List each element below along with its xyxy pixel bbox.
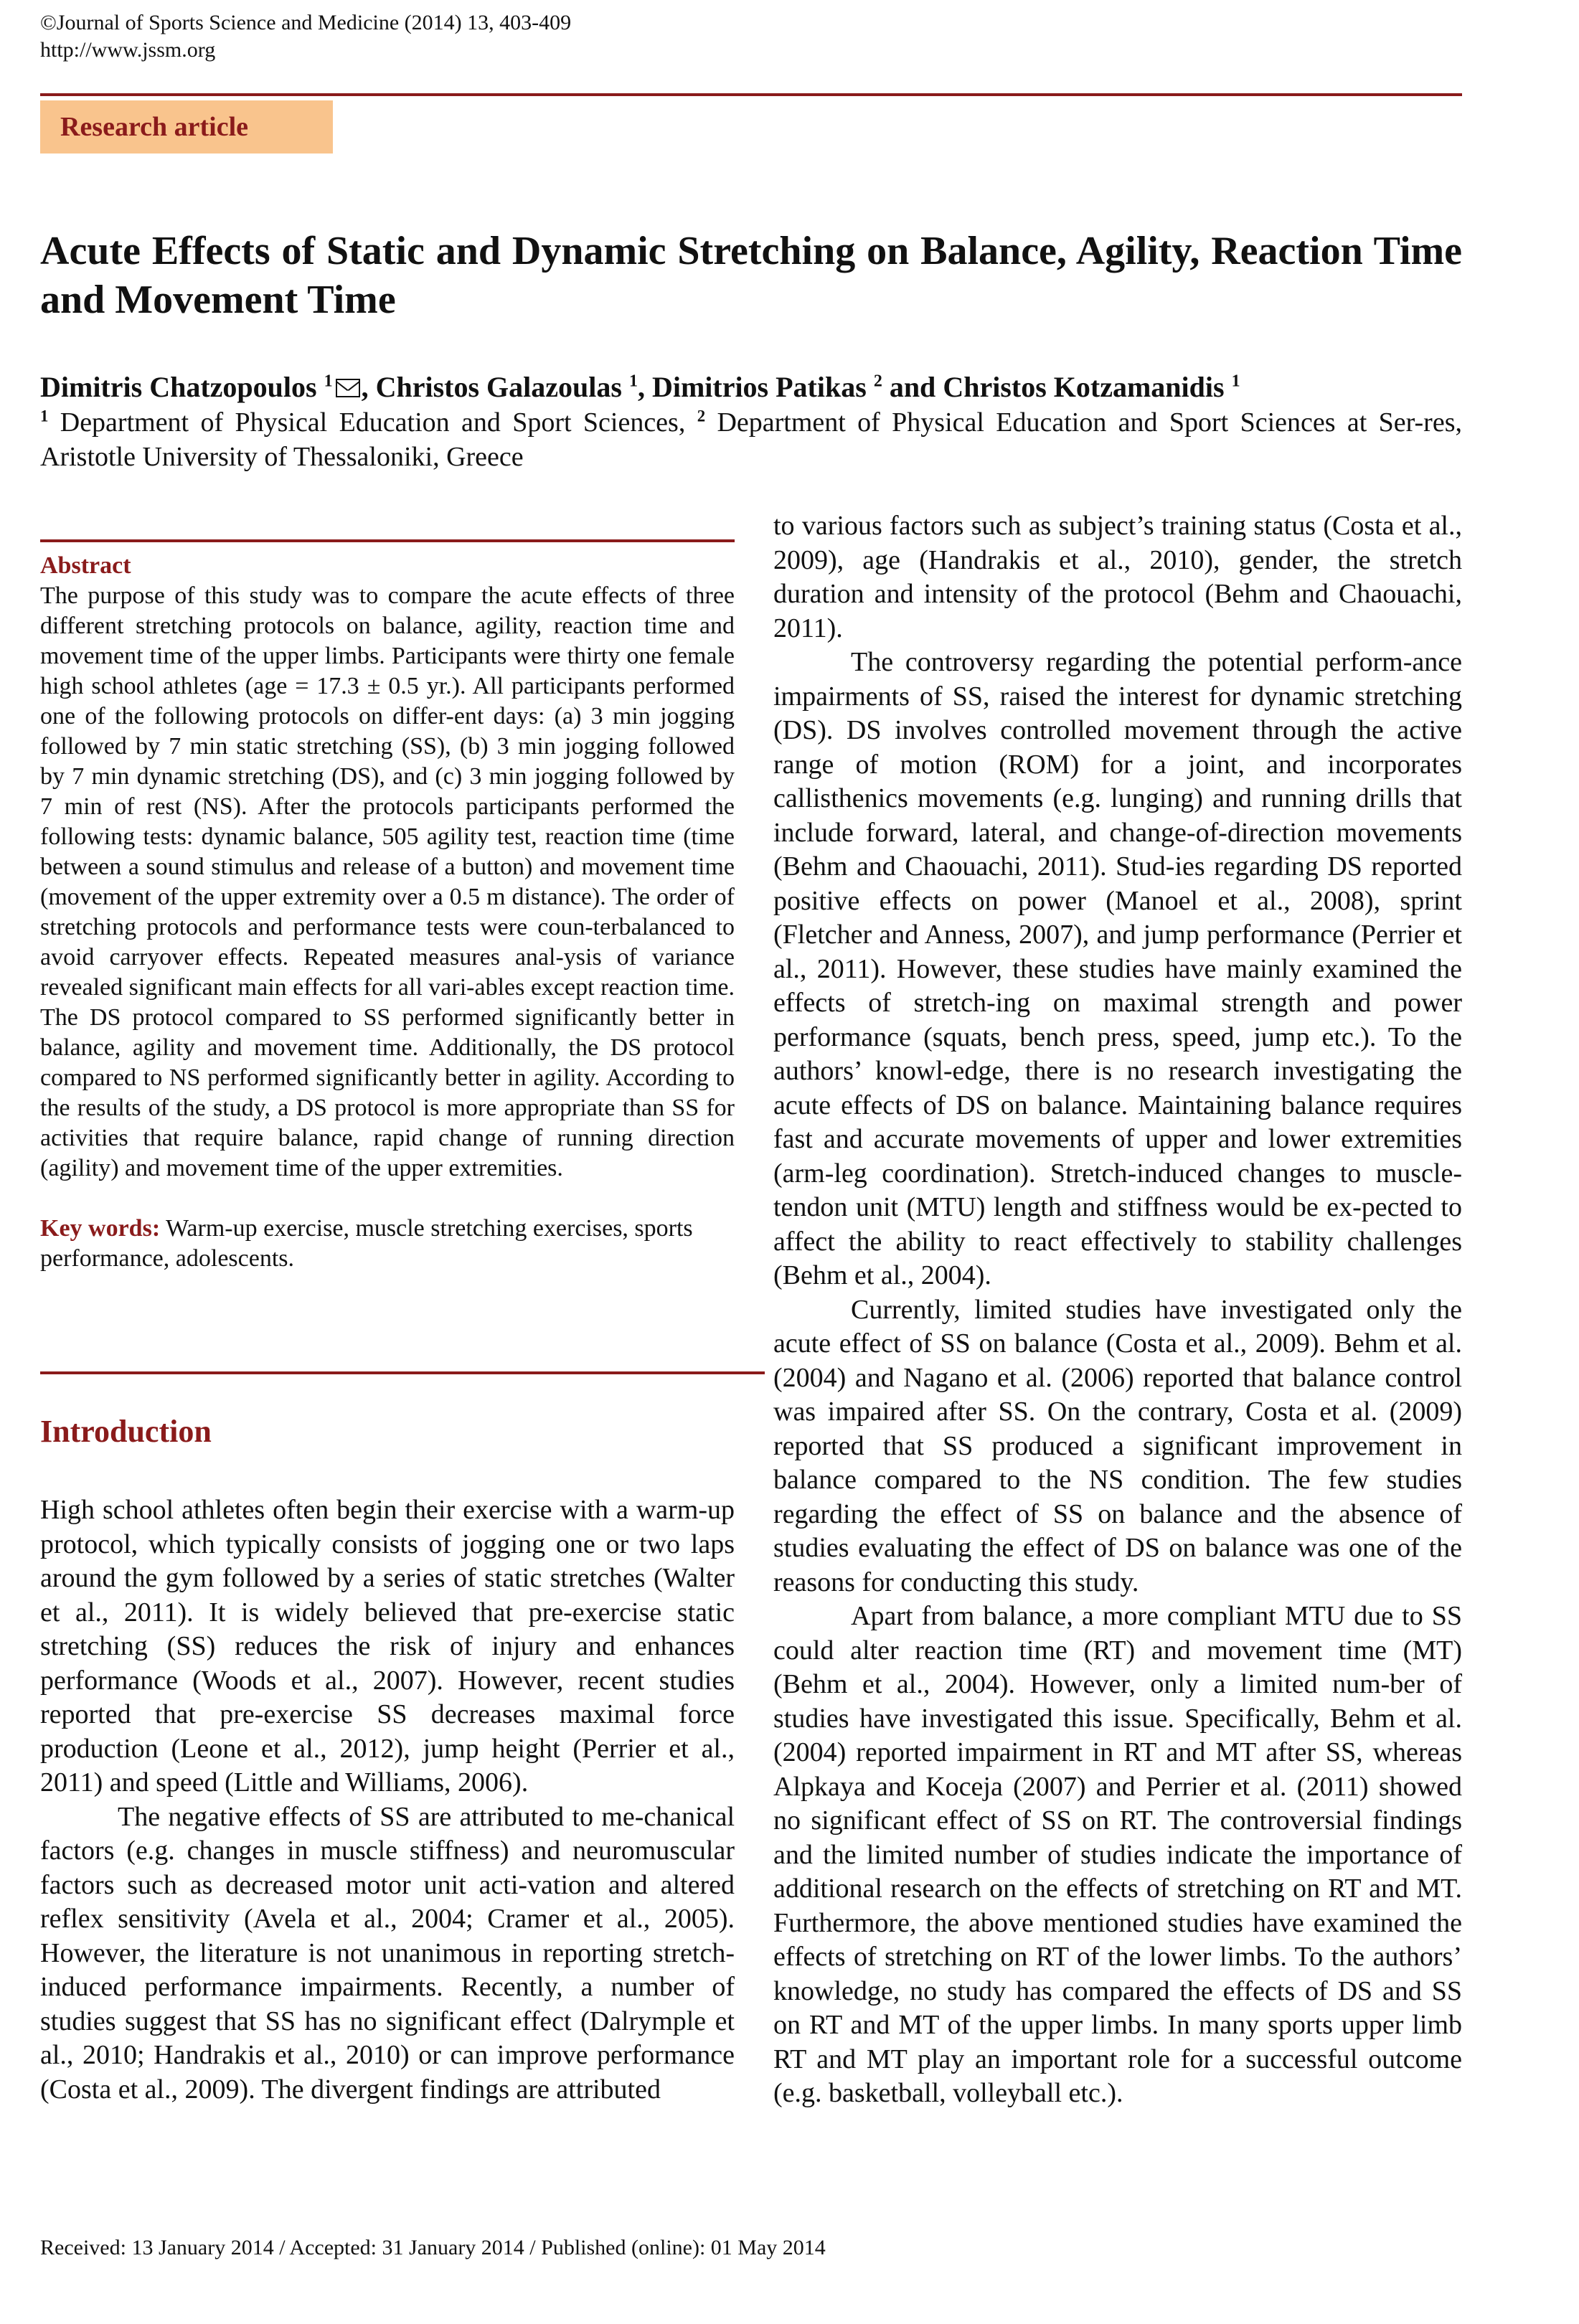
author-name: Christos Kotzamanidis — [943, 371, 1225, 403]
author-affiliation-sup: 1 — [324, 372, 333, 391]
paragraph: The negative effects of SS are attributed to me-chanical factors (e.g. changes in muscle stiffness) and neuromuscular factors such as decreased motor unit acti-vation and altered reflex sensitivity (Avela et al., 2004; Cramer et al., 2005). However, the literature is not unanimous in reporting stretch-induced performance impairments. Recently, a number of studies suggest that SS has no significant effect (Dalrymple et al., 2010; Handrakis et al., 2010) or can improve performance (Costa et al., 2009). The divergent findings are attributed — [40, 1801, 735, 2105]
author-separator: and — [882, 371, 943, 403]
introduction-right-column — [773, 509, 1462, 2111]
author-affiliation-sup: 2 — [873, 372, 882, 391]
keywords-text: Warm-up exercise, muscle stretching exercises, sports performance, adolescents. — [40, 1215, 693, 1272]
author-separator: , — [361, 371, 376, 403]
abstract-block — [40, 551, 735, 1274]
affiliation-text: Department of Physical Education and Sport Sciences at Ser-res, Aristotle University of Thessaloniki, Greece — [40, 407, 1462, 472]
publication-dates: Received: 13 January 2014 / Accepted: 31 January 2014 / Published (online): 01 May 2014 — [40, 2236, 826, 2259]
journal-url[interactable]: http://www.jssm.org — [40, 38, 216, 62]
abstract-top-rule — [40, 539, 735, 542]
affiliation-text: Department of Physical Education and Sport Sciences, — [48, 407, 697, 438]
author-list — [40, 369, 1462, 405]
affiliation-sup: 2 — [697, 407, 706, 425]
author-affiliation-sup: 1 — [628, 372, 638, 391]
paragraph: High school athletes often begin their exercise with a warm-up protocol, which typically consists of jogging one or two laps around the gym followed by a series of static stretches (Walter et al., 2011). It is widely believed that pre-exercise static stretching (SS) reduces the risk of injury and enhances performance (Woods et al., 2007). However, recent studies reported that pre-exercise SS decreases maximal force production (Leone et al., 2012), jump height (Perrier et al., 2011) and speed (Little and Williams, 2006). — [40, 1495, 735, 1798]
paragraph: to various factors such as subject’s training status (Costa et al., 2009), age (Handrakis et al., 2010), gender, the stretch duration and intensity of the protocol (Behm and Chaouachi, 2011). — [773, 511, 1462, 643]
abstract-heading: Abstract — [40, 552, 131, 579]
keywords-label: Key words: — [40, 1215, 161, 1242]
paragraph: The controversy regarding the potential perform-ance impairments of SS, raised the interest for dynamic stretching (DS). DS involves controlled movement through the active range of motion (ROM) for a joint, and incorporates callisthenics movements (e.g. lunging) and running drills that include forward, lateral, and change-of-direction movements (Behm and Chaouachi, 2011). Stud-ies regarding DS reported positive effects on power (Manoel et al., 2008), sprint (Fletcher and Anness, 2007), and jump performance (Perrier et al., 2011). However, these studies have mainly examined the effects of stretch-ing on maximal strength and power performance (squats, bench press, speed, jump etc.). To the authors’ knowl-edge, there is no research investigating the acute effects of DS on balance. Maintaining balance requires fast and accurate movements of upper and lower extremities (arm-leg coordination). Stretch-induced changes to muscle-tendon unit (MTU) length and stiffness would be ex-pected to affect the ability to react effectively to stability challenges (Behm et al., 2004). — [773, 647, 1462, 1290]
header-divider — [40, 93, 1462, 96]
abstract-bottom-rule — [40, 1371, 765, 1374]
paragraph: Apart from balance, a more compliant MTU due to SS could alter reaction time (RT) and movement time (MT) (Behm et al., 2004). However, only a limited num-ber of studies have investigated this issue. Specifically, Behm et al. (2004) reported impairment in RT and MT after SS, whereas Alpkaya and Koceja (2007) and Perrier et al. (2011) showed no significant effect of SS on RT. The controversial findings and the limited number of studies indicate the importance of additional research on the effects of stretching on RT and MT. Furthermore, the above mentioned studies have examined the effects of stretching on RT of the lower limbs. To the authors’ knowledge, no study has compared the effects of DS and SS on RT and MT of the upper limbs. In many sports upper limb RT and MT play an important role for a successful outcome (e.g. basketball, volleyball etc.). — [773, 1601, 1462, 2108]
introduction-left-column — [40, 1493, 735, 2107]
affiliation-sup: 1 — [40, 407, 49, 425]
affiliations — [40, 405, 1462, 474]
author-affiliation-sup: 1 — [1231, 372, 1240, 391]
keywords — [40, 1214, 735, 1274]
author-name: Christos Galazoulas — [375, 371, 622, 403]
envelope-icon[interactable] — [336, 379, 360, 397]
article-title: Acute Effects of Static and Dynamic Stretching on Balance, Agility, Reaction Time and Movement Time — [40, 229, 1462, 322]
abstract-text: The purpose of this study was to compare the acute effects of three different stretching protocols on balance, agility, reaction time and movement time of the upper limbs. Participants were thirty one female high school athletes (age = 17.3 ± 0.5 yr.). All participants performed one of the following protocols on differ-ent days: (a) 3 min jogging followed by 7 min static stretching (SS), (b) 3 min jogging followed by 7 min dynamic stretching (DS), and (c) 3 min jogging followed by 7 min of rest (NS). After the protocols participants performed the following tests: dynamic balance, 505 agility test, reaction time (time between a sound stimulus and release of a button) and movement time (movement of the upper extremity over a 0.5 m distance). The order of stretching protocols and performance tests were coun-terbalanced to avoid carryover effects. Repeated measures anal-ysis of variance revealed significant main effects for all vari-ables except reaction time. The DS protocol compared to SS performed significantly better in balance, agility and movement time. Additionally, the DS protocol compared to NS performed significantly better in agility. According to the results of the study, a DS protocol is more appropriate than SS for activities that require balance, rapid change of running direction (agility) and movement time of the upper extremities. — [40, 582, 735, 1181]
introduction-heading: Introduction — [40, 1414, 212, 1449]
author-name: Dimitrios Patikas — [651, 371, 867, 403]
author-name: Dimitris Chatzopoulos — [40, 371, 317, 403]
author-separator: , — [637, 371, 652, 403]
paragraph: Currently, limited studies have investigated only the acute effect of SS on balance (Costa et al., 2009). Behm et al. (2004) and Nagano et al. (2006) reported that balance control was impaired after SS. On the contrary, Costa et al. (2009) reported that SS produced a significant improvement in balance compared to the NS condition. The few studies regarding the effect of SS on balance and the absence of studies evaluating the effect of DS on balance was one of the reasons for conducting this study. — [773, 1294, 1462, 1597]
journal-citation: ©Journal of Sports Science and Medicine (2014) 13, 403-409 — [40, 11, 572, 34]
article-type-badge: Research article — [40, 100, 333, 153]
